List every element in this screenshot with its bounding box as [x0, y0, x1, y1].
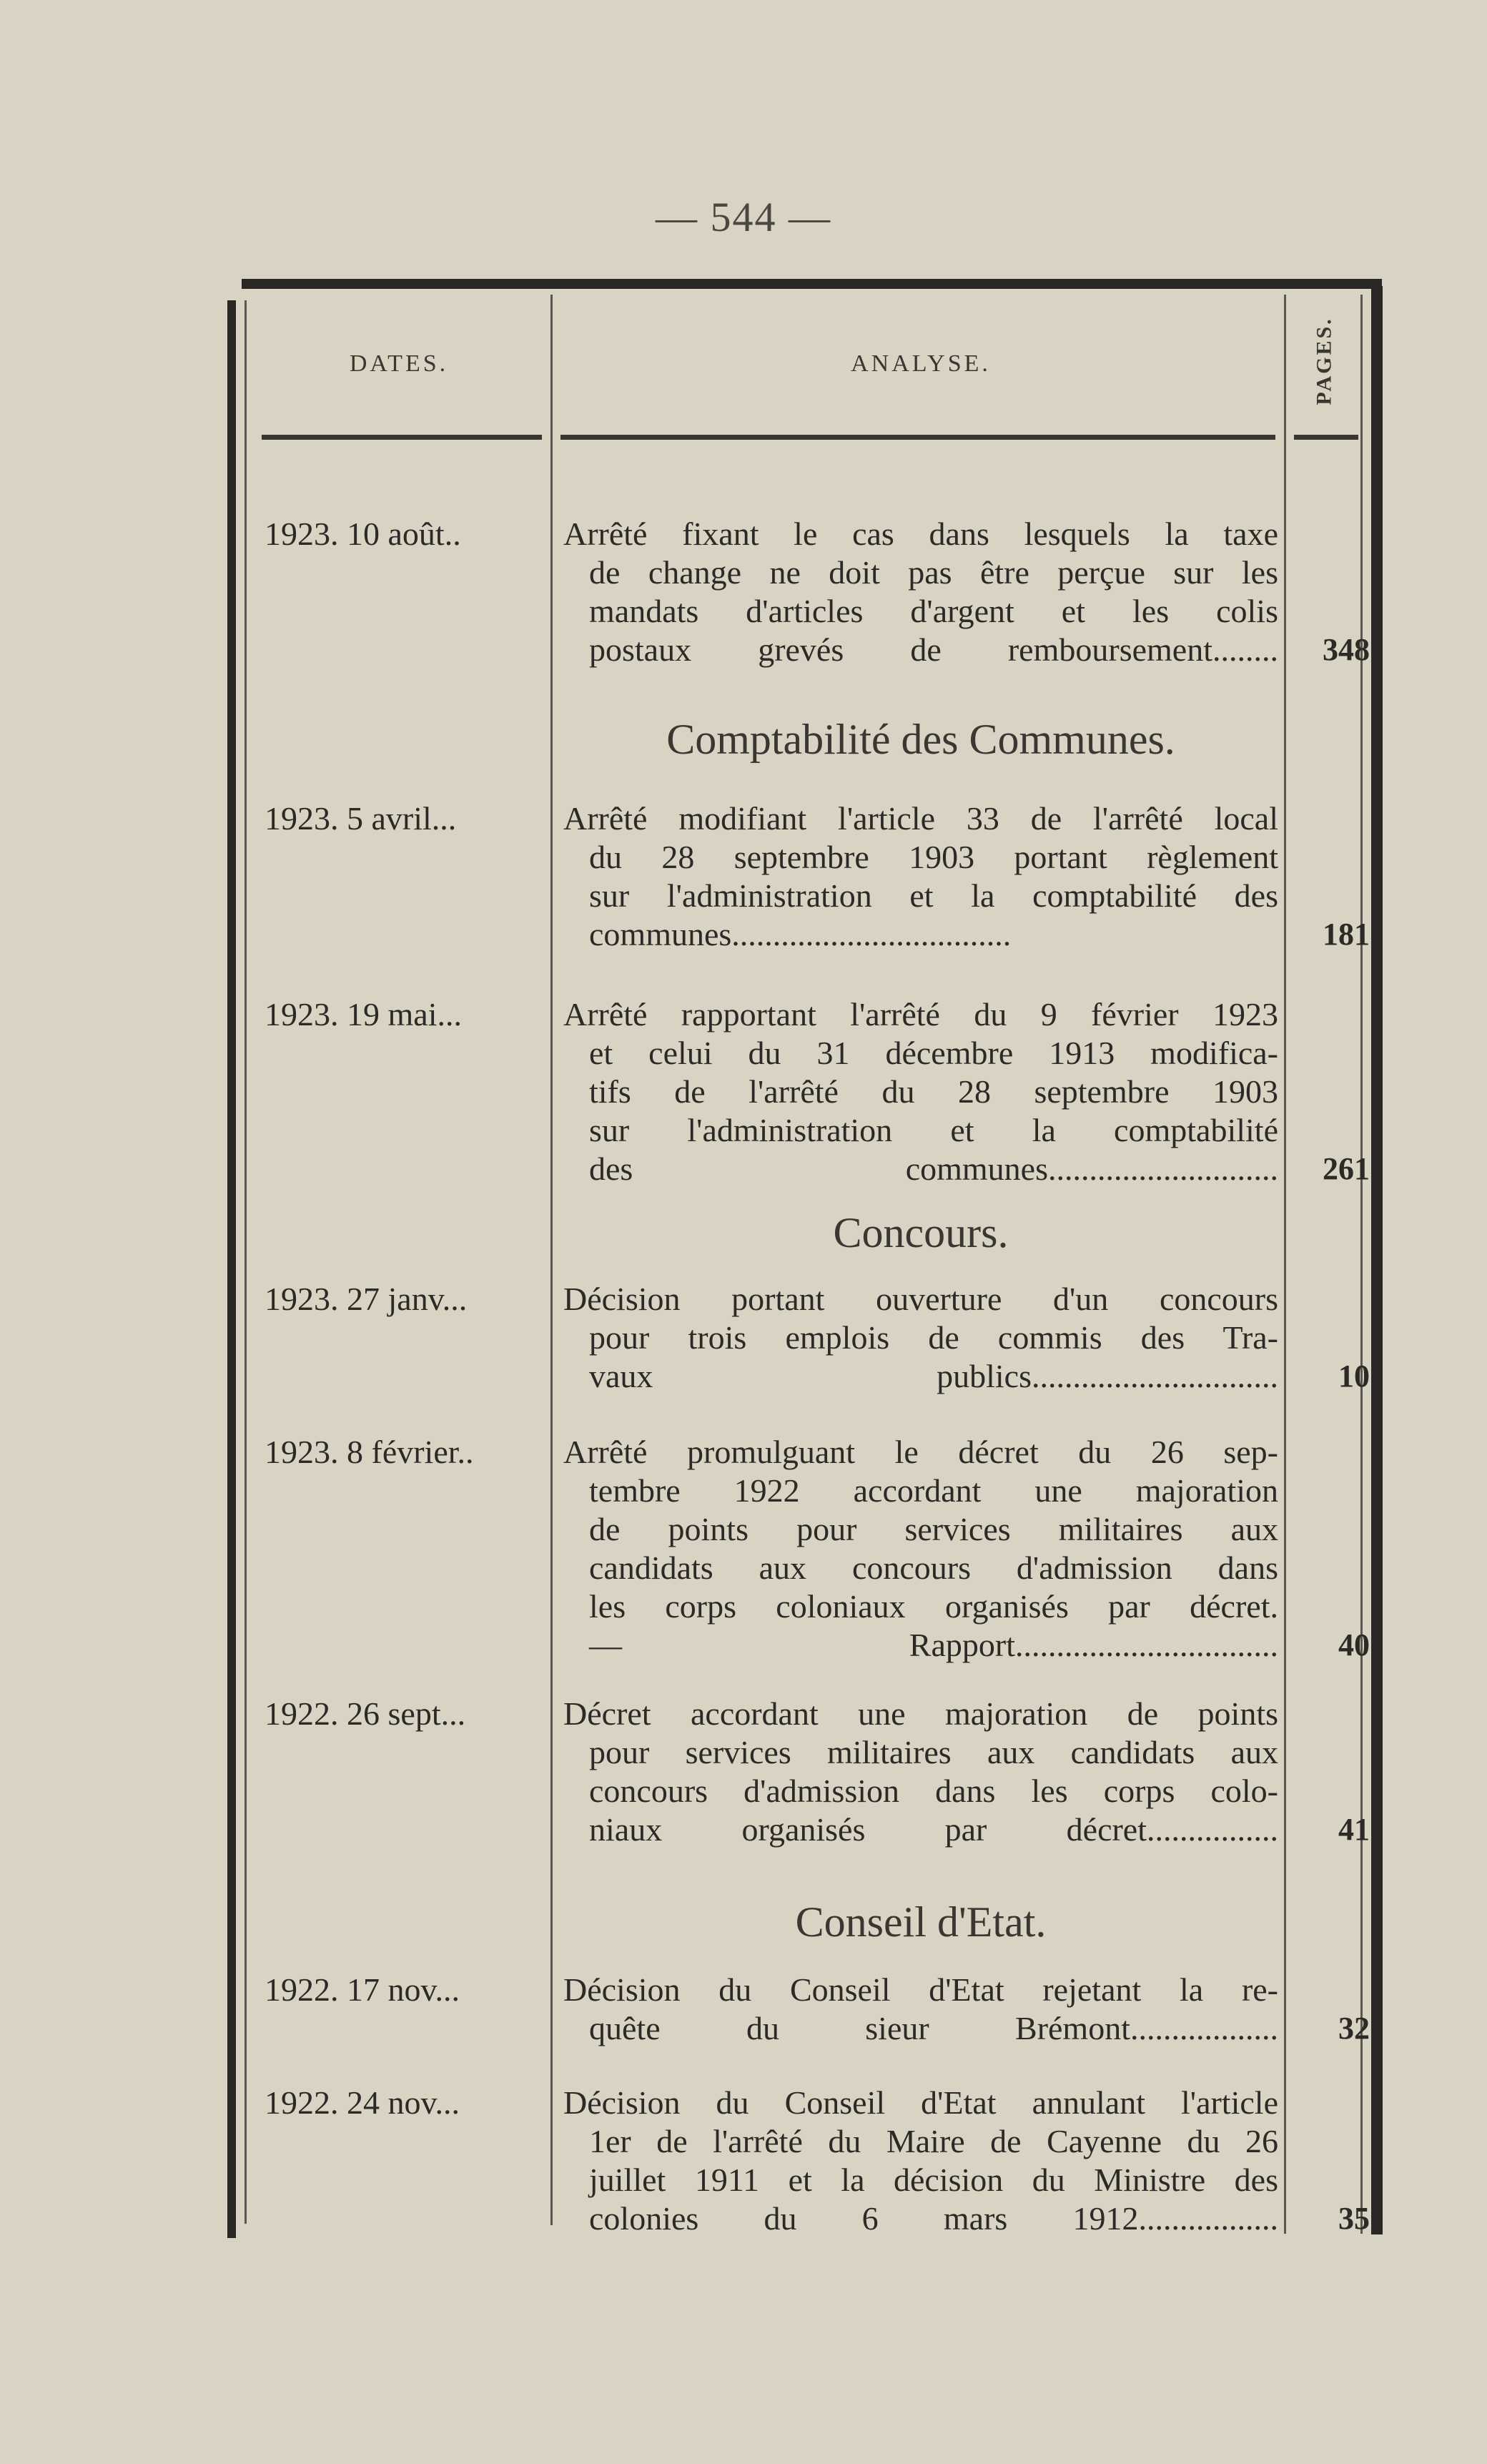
- entry-line: postaux grevés de remboursement........: [589, 631, 1278, 668]
- entry-line: Arrêté rapportant l'arrêté du 9 février 1923: [563, 996, 1278, 1033]
- entry-line: Décision du Conseil d'Etat rejetant la re-: [563, 1971, 1278, 2008]
- entry-line: — Rapport................................: [589, 1627, 1278, 1663]
- section-title-concours: Concours.: [833, 1209, 1009, 1256]
- entry-analyse: [563, 1433, 1278, 1665]
- entry-line: mandats d'articles d'argent et les colis: [589, 593, 1278, 629]
- entry-date: 1923. 27 janv...: [265, 1281, 468, 1317]
- entry-analyse: [563, 2084, 1278, 2238]
- entry-line: Décision portant ouverture d'un concours: [563, 1281, 1278, 1317]
- entry-line: des communes............................: [589, 1150, 1278, 1187]
- entry-line: tembre 1922 accordant une majoration: [589, 1472, 1278, 1509]
- entry-date: 1923. 10 août..: [265, 516, 461, 552]
- entry-line: communes..................................: [589, 916, 1012, 952]
- entry-page: 10: [1338, 1359, 1370, 1394]
- entry-page: 261: [1323, 1151, 1370, 1186]
- entry-line: colonies du 6 mars 1912.................: [589, 2200, 1278, 2237]
- column-separator-analyse: [1284, 295, 1286, 2234]
- entry-line: Arrêté modifiant l'article 33 de l'arrêté local: [563, 800, 1278, 837]
- entry-date: 1922. 26 sept...: [265, 1695, 466, 1732]
- entry-line: pour trois emplois de commis des Tra-: [589, 1319, 1278, 1356]
- entry-line: Arrêté promulguant le décret du 26 sep-: [563, 1434, 1278, 1470]
- table-right-rule: [1371, 286, 1383, 2234]
- entry-analyse: [563, 799, 1278, 954]
- entry-analyse: [563, 515, 1278, 669]
- entry-line: Arrêté fixant le cas dans lesquels la taxe: [563, 516, 1278, 552]
- entry-date: 1923. 5 avril...: [265, 800, 457, 837]
- entry-line: sur l'administration et la comptabilité des: [589, 877, 1278, 914]
- page-number: — 544 —: [656, 194, 831, 240]
- index-table: [227, 279, 1385, 2238]
- entry-line: du 28 septembre 1903 portant règlement: [589, 839, 1278, 875]
- entry-line: quête du sieur Brémont..................: [589, 2010, 1278, 2046]
- entry-line: 1er de l'arrêté du Maire de Cayenne du 26: [589, 2123, 1278, 2159]
- entry-line: sur l'administration et la comptabilité: [589, 1112, 1278, 1148]
- entry-date: 1922. 17 nov...: [265, 1971, 460, 2008]
- entry-analyse: [563, 1695, 1278, 1849]
- table-top-rule: [242, 279, 1382, 289]
- entry-line: juillet 1911 et la décision du Ministre des: [589, 2162, 1278, 2198]
- entry-line: vaux publics..............................: [589, 1358, 1278, 1394]
- table-left-inner-rule: [244, 300, 247, 2224]
- entry-page: 32: [1338, 2011, 1370, 2046]
- header-underline-analyse: [560, 435, 1275, 440]
- entry-line: Décret accordant une majoration de points: [563, 1695, 1278, 1732]
- entry-line: concours d'admission dans les corps colo-: [589, 1773, 1278, 1809]
- column-separator-pages: [1360, 295, 1363, 2234]
- entry-line: de points pour services militaires aux: [589, 1511, 1278, 1547]
- entry-line: tifs de l'arrêté du 28 septembre 1903: [589, 1073, 1278, 1110]
- entry-line: candidats aux concours d'admission dans: [589, 1549, 1278, 1586]
- entry-analyse: [563, 995, 1278, 1188]
- entry-page: 35: [1338, 2201, 1370, 2236]
- entry-analyse: [563, 1280, 1278, 1396]
- header-analyse: ANALYSE.: [851, 350, 991, 377]
- entry-page: 181: [1323, 917, 1370, 952]
- entry-line: de change ne doit pas être perçue sur les: [589, 554, 1278, 591]
- entry-page: 40: [1338, 1627, 1370, 1662]
- entry-date: 1923. 19 mai...: [265, 996, 462, 1033]
- header-underline-dates: [262, 435, 542, 440]
- entry-page: 348: [1323, 632, 1370, 667]
- section-title-comptabilite: Comptabilité des Communes.: [666, 716, 1175, 763]
- header-pages: [1293, 307, 1357, 415]
- header-dates: DATES.: [349, 350, 449, 377]
- entry-page: 41: [1338, 1812, 1370, 1847]
- header-pages-label: PAGES.: [1313, 317, 1337, 405]
- column-separator-dates: [550, 295, 553, 2225]
- header-underline-pages: [1294, 435, 1358, 440]
- entry-line: niaux organisés par décret................: [589, 1811, 1278, 1848]
- entry-date: 1923. 8 février..: [265, 1434, 474, 1470]
- entry-date: 1922. 24 nov...: [265, 2084, 460, 2121]
- entry-analyse: [563, 1971, 1278, 2048]
- table-left-rule: [227, 300, 236, 2238]
- section-title-conseil: Conseil d'Etat.: [795, 1898, 1047, 1946]
- entry-line: Décision du Conseil d'Etat annulant l'article: [563, 2084, 1278, 2121]
- entry-line: et celui du 31 décembre 1913 modifica-: [589, 1035, 1278, 1071]
- entry-line: les corps coloniaux organisés par décret.: [589, 1588, 1278, 1625]
- entry-line: pour services militaires aux candidats aux: [589, 1734, 1278, 1770]
